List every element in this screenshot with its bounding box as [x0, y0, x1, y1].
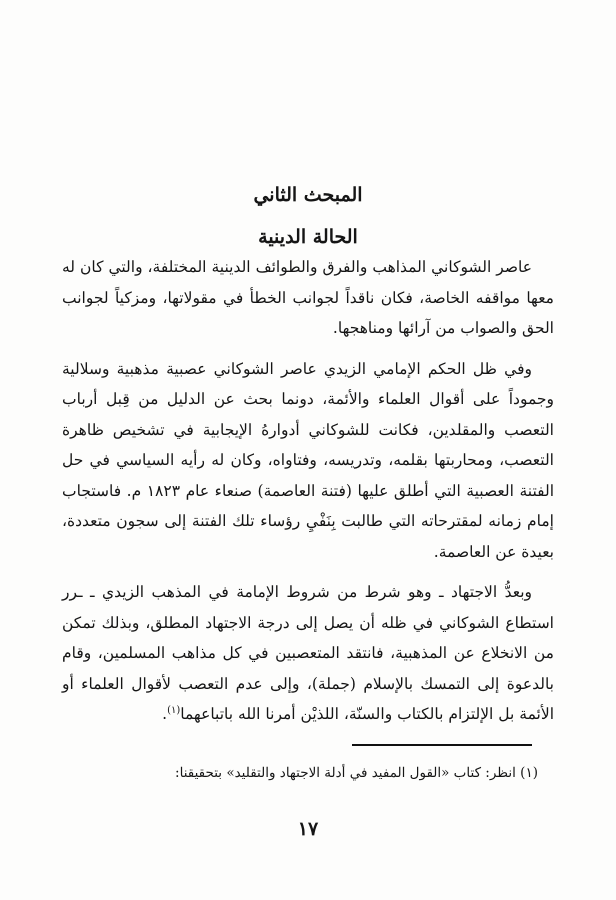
- paragraph-2: وفي ظل الحكم الإمامي الزيدي عاصر الشوكاني عصبية مذهبية وسلالية وجموداً على أقوال العلماء والأئمة، دونما بحث عن الدليل من قِبل أرباب التعصب والمقلدين، فكانت للشوكاني أدوارهُ الإيجابية في تشخيص ظاهرة التعصب، ومحاربتها بقلمه، وتدريسه، وفتاواه، وكان له رأيه السياسي في حل الفتنة العصبية التي أطلق عليها (فتنة العاصمة) صنعاء عام ١٨٢٣ م. فاستجاب إمام زمانه لمقترحاته التي طالبت بِنَفْيِ رؤساء تلك الفتنة إلى سجون متعددة، بعيدة عن العاصمة.: [62, 359, 554, 561]
- paragraph-3: [62, 577, 554, 730]
- paragraph-1: عاصر الشوكاني المذاهب والفرق والطوائف الدينية المختلفة، والتي كان له معها مواقفه الخاصة، فكان ناقداً لجوانب الخطأ في مقولاتها، ومزكياً لجوانب الحق والصواب من آرائها ومناهجها.: [62, 258, 554, 337]
- page-body: [62, 178, 554, 730]
- page-number: ١٧: [297, 818, 319, 840]
- paragraph-3-end: .: [162, 705, 168, 723]
- footnote-reference: (١): [167, 704, 181, 716]
- paragraph-3-text: وبعدُّ الاجتهاد ـ وهو شرط من شروط الإمامة في المذهب الزيدي ـ ـرر استطاع الشوكاني في ظله أن يصل إلى درجة الاجتهاد المطلق، وبذلك تمكن من الانخلاع عن المذهبية، فانتقد المتعصبين في كل مذاهب المسلمين، وقام بالدعوة إلى التمسك بالإسلام (جملة)، وإلى عدم التعصب لأقوال العلماء أو الأئمة بل الإلتزام بالكتاب والسنّة، اللذيْن أمرنا الله باتباعهما: [62, 583, 554, 723]
- section-title: المبحث الثاني: [253, 184, 363, 206]
- footnote: (١) انظر: كتاب «القول المفيد في أدلة الاجتهاد والتقليد» بتحقيقنا:: [175, 765, 538, 781]
- footnote-separator: [352, 744, 532, 746]
- section-subtitle: الحالة الدينية: [258, 226, 358, 248]
